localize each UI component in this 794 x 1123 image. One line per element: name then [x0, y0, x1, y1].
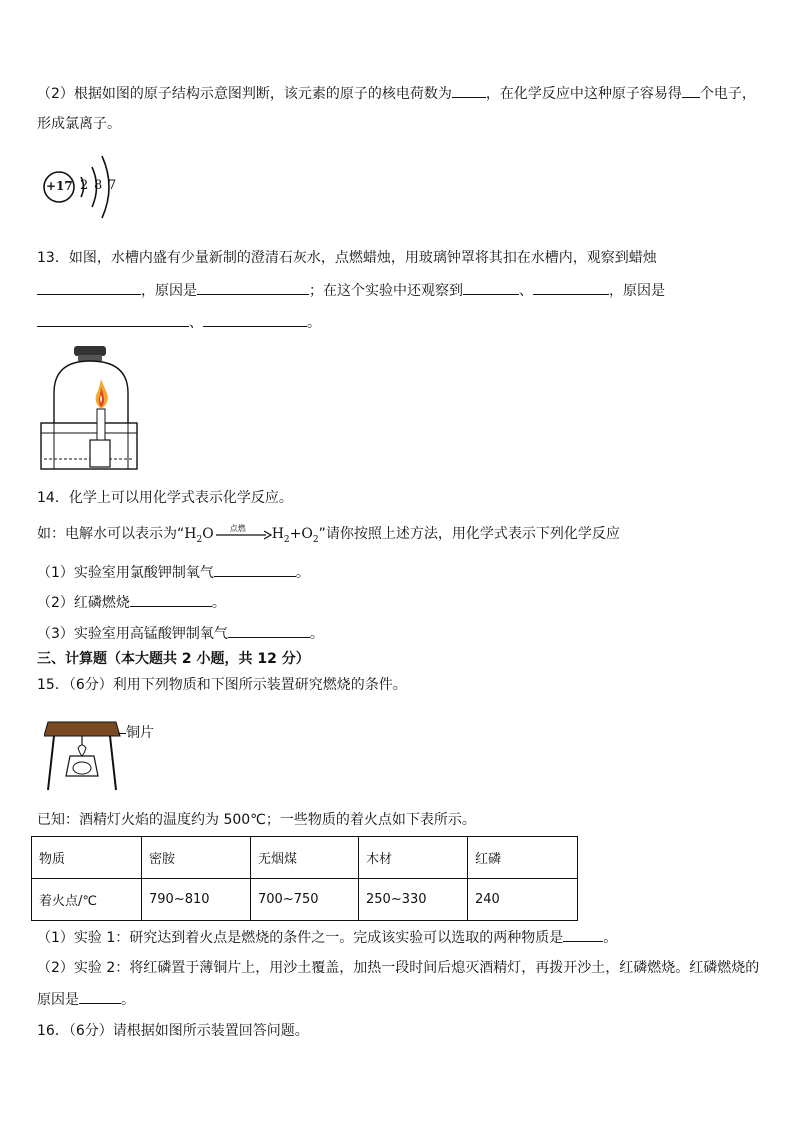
answer-blank[interactable] [563, 927, 603, 942]
answer-blank[interactable] [79, 989, 121, 1004]
table-cell: 790~810 [142, 879, 251, 921]
formula-h2: H [271, 526, 284, 542]
answer-blank[interactable] [37, 280, 141, 295]
table-cell: 着火点/℃ [32, 879, 142, 921]
table-row [32, 879, 578, 921]
q15-item2-line2 [37, 989, 135, 1010]
q14-example-text-a: 如：电解水可以表示为“ [37, 526, 185, 542]
bell-jar-candle-figure [38, 343, 148, 473]
q15-known: 已知：酒精灯火焰的温度约为 500℃；一些物质的着火点如下表所示。 [37, 812, 476, 828]
answer-blank[interactable] [203, 312, 307, 327]
formula-sub: 2 [283, 534, 290, 545]
table-cell: 红磷 [468, 837, 578, 879]
table-cell: 密胺 [142, 837, 251, 879]
answer-blank[interactable] [130, 592, 212, 607]
formula-sub: 2 [312, 534, 319, 545]
formula-h: H [184, 526, 197, 542]
answer-blank[interactable] [214, 562, 296, 577]
q13-text-c: 、 [519, 283, 533, 299]
section-heading: 三、计算题（本大题共 2 小题，共 12 分） [37, 651, 310, 667]
shell-1-count: 2 [80, 178, 89, 193]
q14-title: 14．化学上可以用化学式表示化学反应。 [37, 490, 293, 506]
q14-example-text-b: ”请你按照上述方法，用化学式表示下列化学反应 [318, 526, 620, 542]
table-cell: 250~330 [359, 879, 468, 921]
table-cell: 无烟煤 [251, 837, 359, 879]
copper-sheet-label [118, 722, 154, 742]
q13-line3 [37, 312, 321, 333]
q12-2-line1 [37, 83, 756, 104]
copper-sheet-apparatus-figure [44, 718, 126, 794]
formula-sub: 2 [196, 534, 203, 545]
period: 。 [309, 626, 324, 642]
answer-blank[interactable] [533, 280, 609, 295]
nucleus-charge: +17 [46, 179, 73, 193]
q13-text-e: 、 [189, 315, 203, 331]
atom-structure-diagram [40, 150, 130, 225]
q15-item1-text: （1）实验 1：研究达到着火点是燃烧的条件之一。完成该实验可以选取的两种物质是 [37, 930, 564, 946]
period: 。 [603, 930, 618, 946]
q12-2-text-b: ，在化学反应中这种原子容易得 [485, 86, 682, 102]
q12-2-text-c: 个电子， [699, 86, 756, 102]
period: 。 [295, 565, 310, 581]
q14-item3-text: （3）实验室用高锰酸钾制氧气 [37, 626, 228, 642]
q15-title: 15．（6分）利用下列物质和下图所示装置研究燃烧的条件。 [37, 677, 407, 693]
q15-item2-text: 原因是 [37, 992, 79, 1008]
table-cell: 700~750 [251, 879, 359, 921]
formula-o2: +O [289, 526, 313, 542]
answer-blank[interactable] [463, 280, 519, 295]
table-cell: 物质 [32, 837, 142, 879]
shell-3-count: 7 [108, 178, 117, 193]
q16-title: 16．（6分）请根据如图所示装置回答问题。 [37, 1023, 309, 1039]
table-header-row [32, 837, 578, 879]
q14-item1 [37, 562, 310, 583]
q14-example [37, 524, 620, 550]
q14-example-formula [184, 524, 319, 545]
q14-item2-text: （2）红磷燃烧 [37, 595, 130, 611]
q12-2-text-a: （2）根据如图的原子结构示意图判断，该元素的原子的核电荷数为 [37, 86, 452, 102]
answer-blank[interactable] [197, 280, 309, 295]
formula-o: O [202, 526, 214, 542]
q13-text-d: ，原因是 [609, 283, 665, 299]
arrow-condition: 点燃 [229, 524, 246, 533]
answer-blank[interactable] [682, 83, 700, 98]
q12-2-line2: 形成氯离子。 [37, 116, 121, 132]
ignition-point-table [31, 836, 578, 921]
q13-line1: 13．如图，水槽内盛有少量新制的澄清石灰水，点燃蜡烛，用玻璃钟罩将其扣在水槽内，观察到蜡烛 [37, 250, 657, 266]
arrow-icon [214, 526, 272, 542]
answer-blank[interactable] [452, 83, 486, 98]
period: 。 [121, 992, 135, 1008]
q14-item1-text: （1）实验室用氯酸钾制氧气 [37, 565, 214, 581]
q14-item3 [37, 623, 324, 644]
copper-label-text: 铜片 [126, 725, 154, 741]
table-cell: 木材 [359, 837, 468, 879]
table-cell: 240 [468, 879, 578, 921]
q13-text-b: ；在这个实验中还观察到 [309, 283, 463, 299]
q13-text-a: ，原因是 [141, 283, 197, 299]
answer-blank[interactable] [228, 623, 310, 638]
q13-text-f: 。 [307, 315, 321, 331]
q14-item2 [37, 592, 226, 613]
answer-blank[interactable] [37, 312, 189, 327]
leader-line [118, 733, 126, 734]
shell-2-count: 8 [94, 178, 103, 193]
period: 。 [211, 595, 226, 611]
q13-line2 [37, 280, 665, 301]
reaction-arrow [214, 526, 272, 542]
q15-item1 [37, 927, 617, 948]
q15-item2-line1: （2）实验 2：将红磷置于薄铜片上，用沙土覆盖，加热一段时间后熄灭酒精灯，再拨开沙土，红磷燃烧。红磷燃烧的 [37, 960, 760, 976]
